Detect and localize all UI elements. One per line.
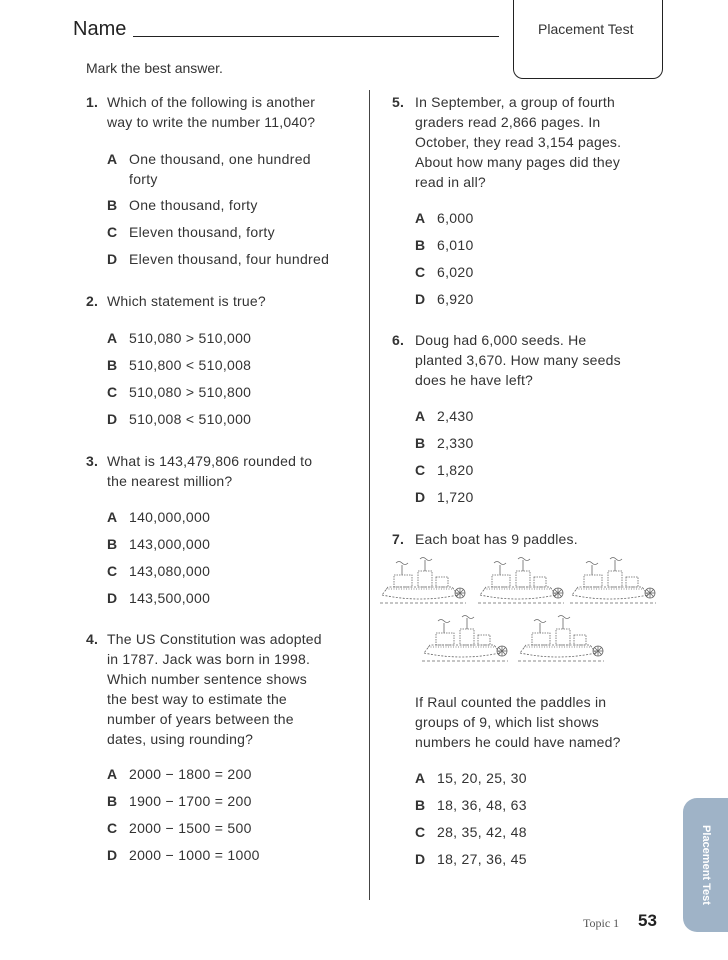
placement-box xyxy=(513,0,663,79)
boat-4 xyxy=(422,616,508,662)
option-letter: C xyxy=(107,563,118,579)
question-text: What is 143,479,806 rounded to the nearest million? xyxy=(107,453,313,489)
option-text: 510,080 > 510,800 xyxy=(129,384,252,400)
option-letter: C xyxy=(107,820,118,836)
question-text: Doug had 6,000 seeds. He planted 3,670. How many seeds does he have left? xyxy=(415,332,621,388)
option-letter: B xyxy=(415,435,426,451)
option-text: 2000 − 1000 = 1000 xyxy=(129,847,260,863)
boats-illustration xyxy=(378,555,668,680)
instruction: Mark the best answer. xyxy=(86,60,223,76)
footer-topic: Topic 1 xyxy=(583,916,620,930)
boat-3 xyxy=(570,558,656,604)
option-letter: B xyxy=(107,536,118,552)
option-text: 2000 − 1500 = 500 xyxy=(129,820,252,836)
option-letter: C xyxy=(415,462,426,478)
boat-2 xyxy=(478,558,564,604)
option-letter: C xyxy=(107,224,118,240)
question-number: 2. xyxy=(86,293,99,309)
option-letter: A xyxy=(415,408,426,424)
option-letter: A xyxy=(415,770,426,786)
option-letter: D xyxy=(107,251,118,267)
option-text: 28, 35, 42, 48 xyxy=(437,824,527,840)
option-letter: D xyxy=(415,851,426,867)
option-letter: C xyxy=(107,384,118,400)
option-text: 143,080,000 xyxy=(129,563,211,579)
question-text: If Raul counted the paddles in groups of 9, which list shows numbers he could have named? xyxy=(415,694,621,750)
option-letter: D xyxy=(107,411,118,427)
option-text: 143,500,000 xyxy=(129,590,211,606)
option-text: 18, 27, 36, 45 xyxy=(437,851,527,867)
question-text: In September, a group of fourth graders read 2,866 pages. In October, they read 3,154 pages. About how many pages did they read in all? xyxy=(415,94,622,190)
option-text: 15, 20, 25, 30 xyxy=(437,770,527,786)
option-letter: D xyxy=(107,590,118,606)
option-letter: B xyxy=(107,357,118,373)
option-text: 1,720 xyxy=(437,489,474,505)
option-text: 2000 − 1800 = 200 xyxy=(129,766,252,782)
question-text: Each boat has 9 paddles. xyxy=(415,531,578,547)
boat-5 xyxy=(518,616,604,662)
option-letter: D xyxy=(415,291,426,307)
option-text: 2,330 xyxy=(437,435,474,451)
question-number: 7. xyxy=(392,531,405,547)
option-text: 6,920 xyxy=(437,291,474,307)
name-field-line[interactable] xyxy=(133,36,499,37)
option-text: One thousand, one hundred forty xyxy=(129,151,311,187)
page-number: 53 xyxy=(638,911,657,930)
question-text: Which of the following is another way to write the number 11,040? xyxy=(107,94,316,130)
option-text: 6,000 xyxy=(437,210,474,226)
option-text: 143,000,000 xyxy=(129,536,211,552)
question-number: 1. xyxy=(86,94,99,110)
option-letter: A xyxy=(107,766,118,782)
option-letter: B xyxy=(415,797,426,813)
option-letter: A xyxy=(107,509,118,525)
option-text: 510,080 > 510,000 xyxy=(129,330,252,346)
option-text: 6,020 xyxy=(437,264,474,280)
question-text: Which statement is true? xyxy=(107,293,266,309)
placement-label: Placement Test xyxy=(538,21,634,37)
option-text: 1,820 xyxy=(437,462,474,478)
option-letter: C xyxy=(415,824,426,840)
option-letter: C xyxy=(415,264,426,280)
question-number: 3. xyxy=(86,453,99,469)
option-text: 510,800 < 510,008 xyxy=(129,357,252,373)
tab-label: Placement Test xyxy=(699,825,712,905)
question-number: 5. xyxy=(392,94,405,110)
name-label: Name xyxy=(73,18,127,40)
option-text: One thousand, forty xyxy=(129,197,258,213)
option-letter: D xyxy=(107,847,118,863)
option-text: 18, 36, 48, 63 xyxy=(437,797,527,813)
option-letter: A xyxy=(415,210,426,226)
option-letter: B xyxy=(415,237,426,253)
option-letter: A xyxy=(107,151,118,167)
column-divider xyxy=(369,90,370,900)
option-text: Eleven thousand, four hundred xyxy=(129,251,330,267)
option-letter: A xyxy=(107,330,118,346)
placement-test-tab xyxy=(683,798,728,932)
option-letter: B xyxy=(107,197,118,213)
option-letter: D xyxy=(415,489,426,505)
option-text: 510,008 < 510,000 xyxy=(129,411,252,427)
option-text: 6,010 xyxy=(437,237,474,253)
option-text: 2,430 xyxy=(437,408,474,424)
option-text: Eleven thousand, forty xyxy=(129,224,275,240)
option-text: 140,000,000 xyxy=(129,509,211,525)
boat-1 xyxy=(380,558,466,604)
question-text: The US Constitution was adopted in 1787. Jack was born in 1998. Which number sentence shows the best way to estimate the number of years between the dates, using rounding? xyxy=(107,631,322,747)
question-number: 6. xyxy=(392,332,405,348)
option-letter: B xyxy=(107,793,118,809)
option-text: 1900 − 1700 = 200 xyxy=(129,793,252,809)
question-number: 4. xyxy=(86,631,99,647)
